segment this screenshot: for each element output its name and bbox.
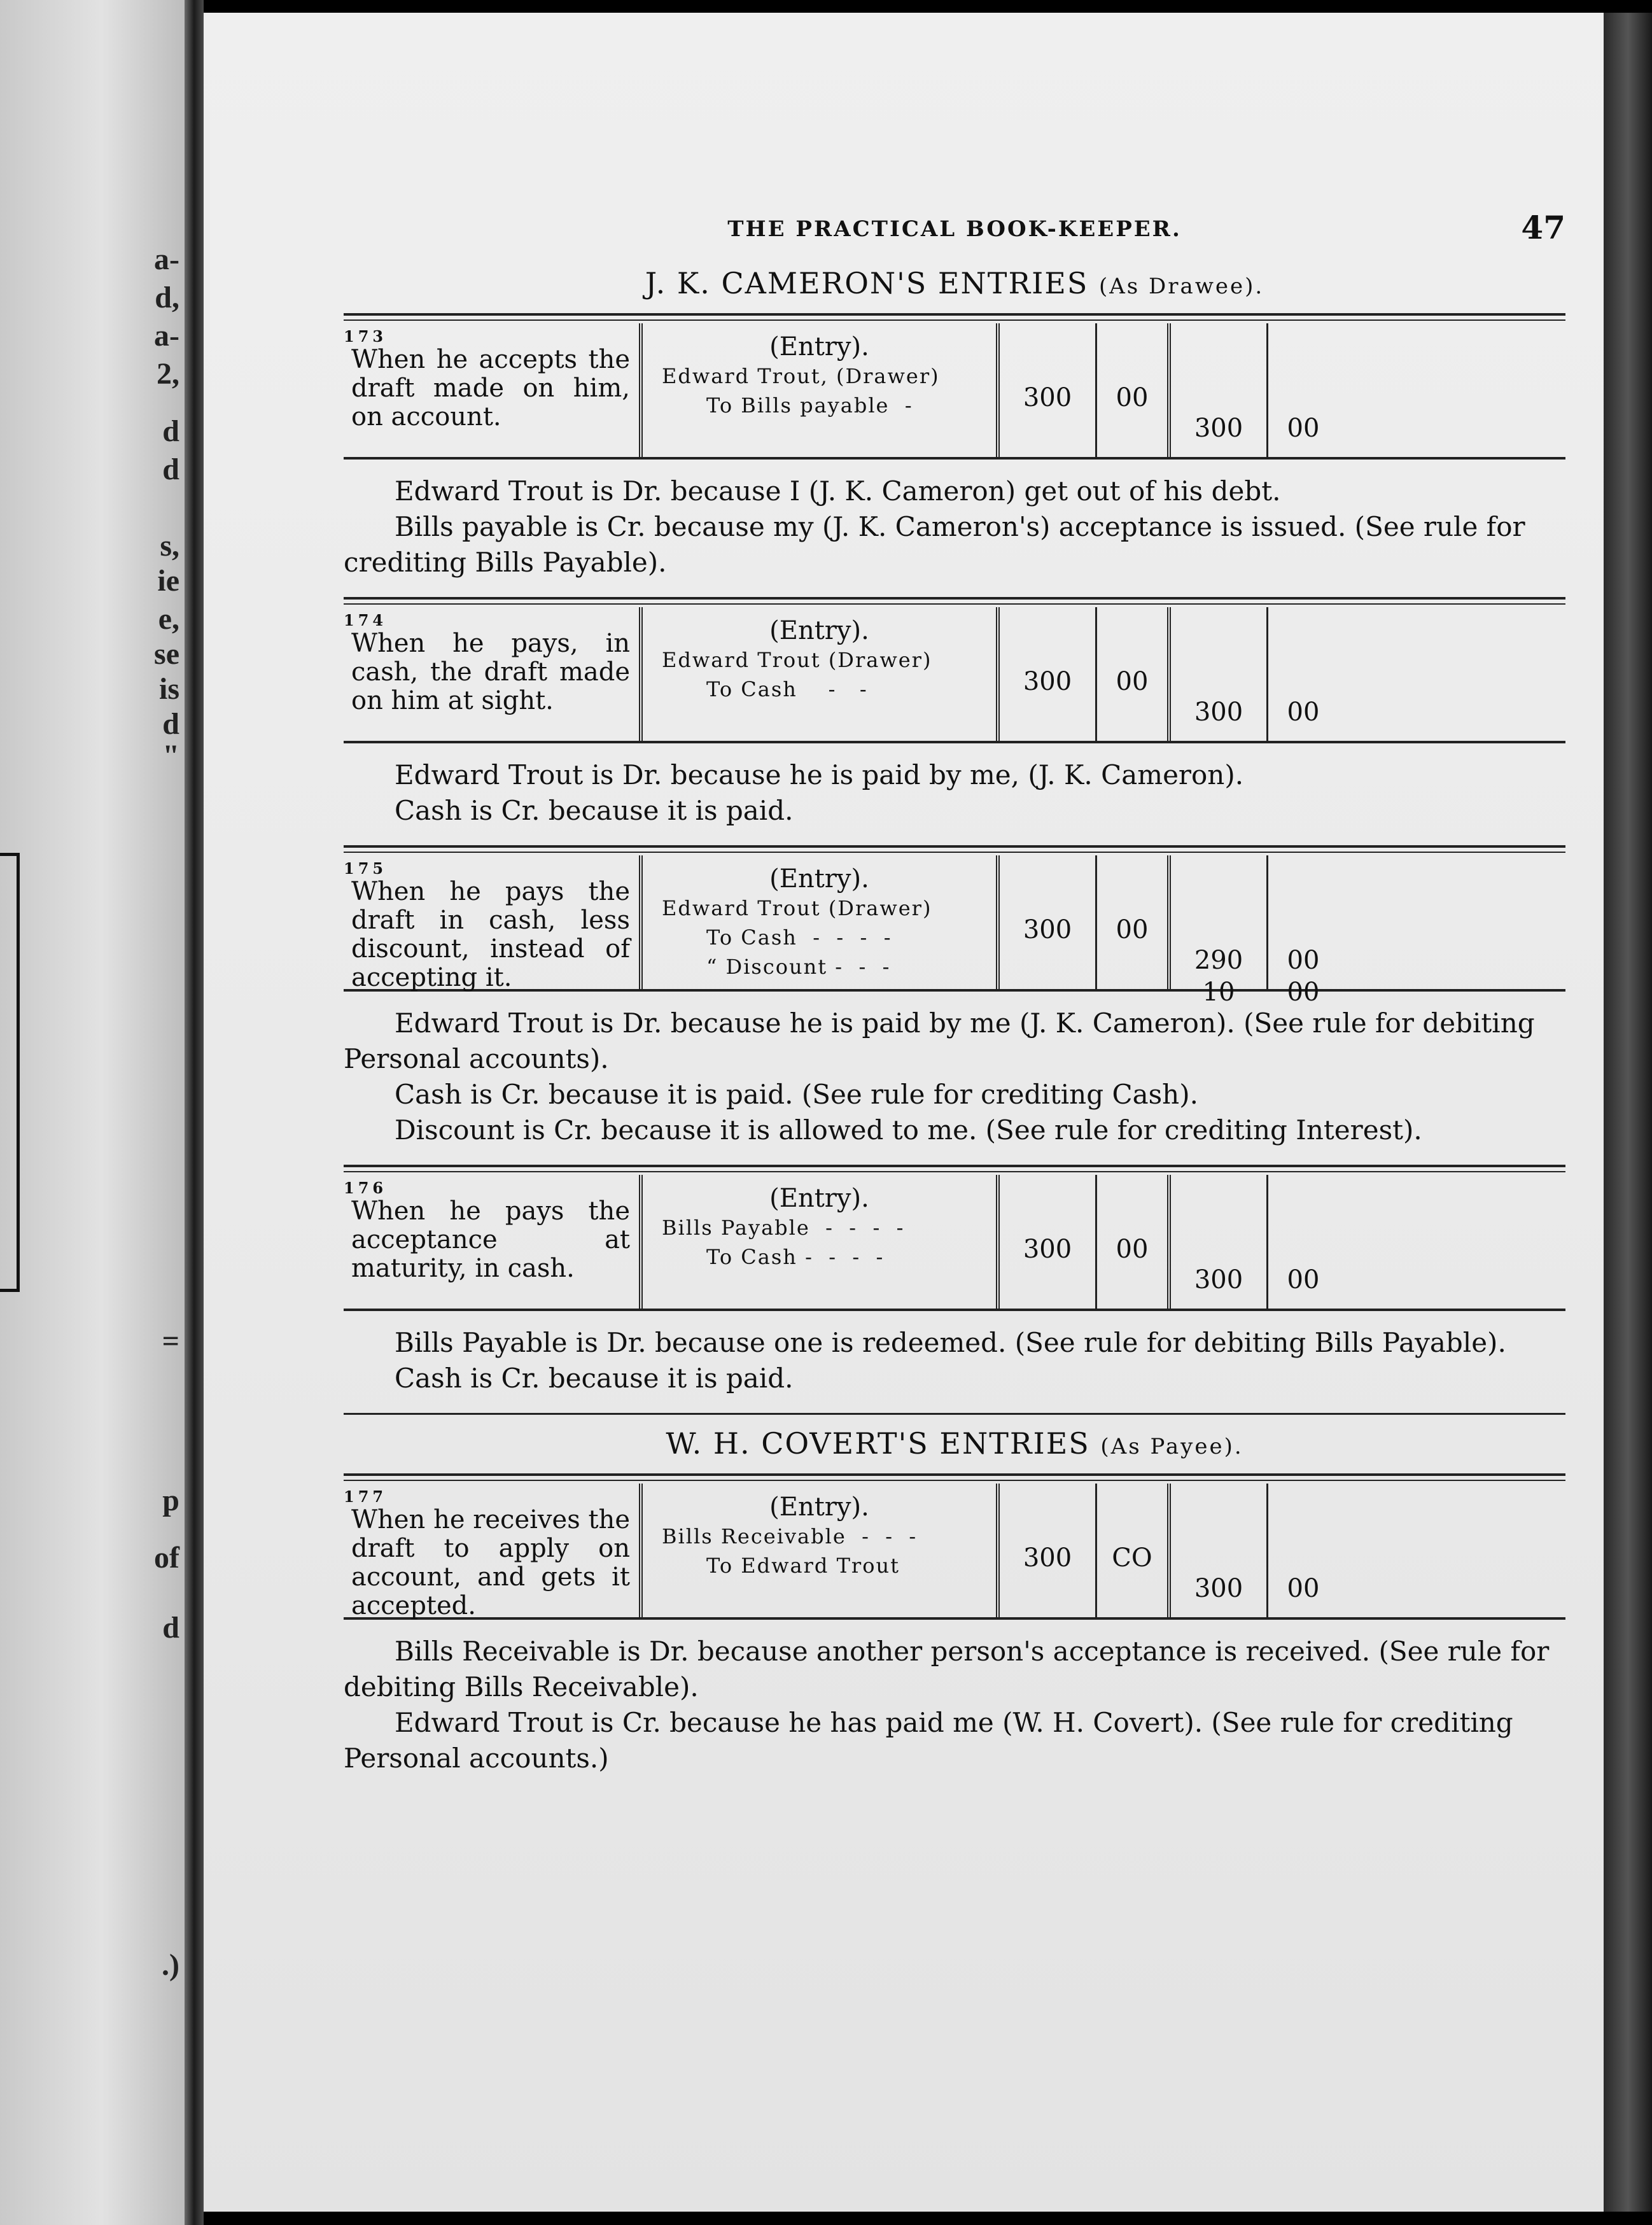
book-spine [185,0,204,2225]
margin-fragment: s, [160,529,179,563]
credit-amount-column [1171,1484,1338,1617]
margin-fragment: e, [158,602,179,636]
credit-cents [1268,607,1338,728]
margin-fragment: a- [154,242,179,276]
explanation-paragraph: Edward Trout is Dr. because he is paid by me, (J. K. Cameron). [395,759,1244,790]
account-line: Edward Trout (Drawer) [662,648,932,672]
debit-cents-cell [1097,323,1167,457]
credit-dollars-cell [1171,607,1268,741]
credit-dollar-value: 300 [1194,1574,1243,1603]
margin-fragment: " [162,739,179,773]
credit-dollar-value: 290 [1194,946,1243,975]
entry-accounts-cell [643,1484,1000,1617]
entry-explanation [344,474,1565,580]
section-heading [344,266,1565,300]
explanation-paragraph: Edward Trout is Cr. because he has paid me (W. H. Covert). (See rule for crediting Personal accounts.) [344,1707,1513,1774]
credit-dollars [1171,1484,1266,1604]
page-content [344,204,1565,1793]
entry-description: When he accepts the draft made on him, on account. [351,345,630,432]
debit-amount-column [1000,1484,1171,1617]
section-heading-main: W. H. COVERT'S ENTRIES [666,1426,1090,1461]
debit-dollar-value: 300 [1023,1543,1072,1573]
entry-explanation [344,1634,1565,1776]
margin-fragment: d, [155,281,179,314]
section-heading-main: J. K. CAMERON'S ENTRIES [645,266,1089,300]
credit-dollar-value: 300 [1194,1265,1243,1295]
account-line: To Cash - - - - [706,925,892,950]
account-line: Bills Receivable - - - [662,1524,918,1548]
entry-description: When he pays the draft in cash, less discount, instead of accepting it. [351,877,630,992]
margin-fragment: of [154,1541,179,1575]
debit-dollars-cell [1000,323,1097,457]
entry-description: When he pays the acceptance at maturity, in cash. [351,1197,630,1283]
credit-cents [1268,323,1338,444]
account-line: Edward Trout, (Drawer) [662,364,940,388]
debit-cents-cell [1097,855,1167,989]
entry-description-cell [344,1484,643,1620]
explanation-paragraph: Discount is Cr. because it is allowed to me. (See rule for crediting Interest). [395,1114,1422,1146]
entry-description: When he pays, in cash, the draft made on him at sight. [351,629,630,715]
entry-explanation [344,1006,1565,1148]
debit-amount-column [1000,855,1171,989]
account-line: Bills Payable - - - - [662,1216,905,1240]
page-number: 47 [1521,209,1565,246]
debit-cent-value: 00 [1116,667,1149,696]
credit-amount-column [1171,1175,1338,1309]
debit-cent-value: 00 [1116,1235,1149,1264]
debit-dollar-value: 300 [1023,383,1072,412]
credit-dollars [1171,607,1266,728]
journal-entry [344,323,1565,460]
debit-cents-cell [1097,1484,1167,1617]
credit-cents-cell [1268,323,1338,457]
account-line: To Bills payable - [706,393,913,418]
credit-cent-value: 00 [1287,414,1320,443]
debit-amount-column [1000,1175,1171,1309]
entry-top-rule [344,313,1565,321]
debit-dollar-value: 300 [1023,915,1072,944]
credit-cents-cell [1268,855,1338,1007]
margin-fragment: ie [157,564,179,598]
credit-cent-value: 00 [1287,1574,1320,1603]
credit-dollars-cell [1171,855,1268,1007]
entry-description-cell [344,1175,643,1309]
margin-fragment: = [162,1324,179,1358]
credit-dollars-cell [1171,323,1268,457]
debit-dollars-cell [1000,1484,1097,1617]
debit-cents [1097,1175,1167,1265]
section-heading [344,1426,1565,1461]
entry-description: When he receives the draft to apply on account, and gets it accepted. [351,1505,630,1620]
debit-cents-cell [1097,1175,1167,1309]
debit-dollar-value: 300 [1023,1235,1072,1264]
journal-entry [344,1484,1565,1620]
debit-dollars [1000,607,1095,698]
credit-dollars [1171,1175,1266,1296]
entry-label: (Entry). [769,616,869,645]
credit-cents [1268,855,1338,1008]
credit-dollar-value: 300 [1194,414,1243,443]
explanation-paragraph: Cash is Cr. because it is paid. [395,795,794,826]
entry-top-rule [344,845,1565,853]
credit-dollar-value: 10 [1202,978,1235,1007]
debit-dollars [1000,855,1095,946]
credit-cents [1268,1175,1338,1296]
book-page [204,13,1604,2212]
account-line: “ Discount - - - [706,955,891,979]
margin-fragment: .) [162,1948,179,1982]
credit-cents [1268,1484,1338,1604]
account-line: To Cash - - - - [706,1245,885,1269]
margin-fragment: se [154,637,179,671]
margin-fragment: p [162,1484,179,1517]
margin-fragment: d [162,707,179,741]
sections [344,266,1565,1776]
entry-accounts-cell [643,607,1000,741]
entry-number: 177 [344,1487,388,1506]
section-divider [344,1413,1565,1415]
credit-cent-value: 00 [1287,698,1320,727]
explanation-paragraph: Cash is Cr. because it is paid. (See rule for crediting Cash). [395,1079,1198,1110]
explanation-paragraph: Bills Payable is Dr. because one is redeemed. (See rule for debiting Bills Payable). [395,1327,1506,1358]
margin-fragment: d [162,1611,179,1645]
ledger-section [344,266,1565,1396]
entry-number: 174 [344,611,388,629]
entry-description-cell [344,323,643,457]
account-line: To Edward Trout [706,1554,900,1578]
credit-cents-cell [1268,607,1338,741]
entry-label: (Entry). [769,864,869,894]
debit-dollars-cell [1000,855,1097,989]
entry-label: (Entry). [769,1184,869,1213]
explanation-paragraph: Cash is Cr. because it is paid. [395,1363,794,1394]
credit-amount-column [1171,323,1338,457]
running-title: THE PRACTICAL BOOK-KEEPER. [727,216,1182,242]
credit-amount-column [1171,855,1338,1007]
credit-cent-value: 00 [1287,946,1320,975]
credit-dollar-value: 300 [1194,698,1243,727]
explanation-paragraph: Edward Trout is Dr. because he is paid by me (J. K. Cameron). (See rule for debiting Personal accounts). [344,1007,1535,1074]
facing-page [0,0,185,2225]
credit-cent-value: 00 [1287,1265,1320,1295]
explanation-paragraph: Bills Receivable is Dr. because another person's acceptance is received. (See rule for debiting Bills Receivable). [344,1636,1550,1702]
entry-accounts-cell [643,323,1000,457]
debit-cents-cell [1097,607,1167,741]
running-header [344,204,1565,255]
margin-fragment: 2, [157,357,179,391]
credit-amount-column [1171,607,1338,741]
debit-dollar-value: 300 [1023,667,1072,696]
account-line: To Cash - - [706,677,868,701]
credit-dollars-cell [1171,1484,1268,1617]
explanation-paragraph: Bills payable is Cr. because my (J. K. Cameron's) acceptance is issued. (See rule for crediting Bills Payable). [344,511,1525,578]
ledger-section [344,1413,1565,1776]
credit-dollars-cell [1171,1175,1268,1309]
entry-top-rule [344,1165,1565,1172]
debit-cent-value: 00 [1116,915,1149,944]
entry-number: 173 [344,327,388,346]
facing-page-box [0,853,20,1292]
debit-cent-value: 00 [1116,383,1149,412]
entry-top-rule [344,597,1565,605]
credit-dollars [1171,323,1266,444]
credit-cent-value: 00 [1287,978,1320,1007]
debit-dollars [1000,1175,1095,1265]
credit-dollars [1171,855,1266,1008]
margin-fragment: is [158,672,179,706]
debit-cents [1097,855,1167,946]
debit-cents [1097,607,1167,698]
entry-number: 176 [344,1179,388,1197]
entry-explanation [344,1325,1565,1396]
debit-dollars-cell [1000,607,1097,741]
account-line: Edward Trout (Drawer) [662,896,932,920]
journal-entry [344,855,1565,1007]
debit-dollars [1000,323,1095,414]
journal-entry [344,1175,1565,1311]
entry-description-cell [344,855,643,992]
debit-cents [1097,323,1167,414]
section-heading-aside: (As Payee). [1100,1434,1243,1459]
debit-dollars-cell [1000,1175,1097,1309]
entry-label: (Entry). [769,332,869,361]
margin-fragment: a- [154,319,179,353]
entry-accounts-cell [643,855,1000,989]
entry-number: 175 [344,859,388,878]
entry-explanation [344,757,1565,829]
entry-accounts-cell [643,1175,1000,1309]
debit-cent-value: CO [1112,1543,1152,1573]
margin-fragment: d [162,414,179,448]
page-edge [1604,13,1652,2212]
entry-top-rule [344,1473,1565,1481]
debit-dollars [1000,1484,1095,1574]
entry-description-cell [344,607,643,741]
entry-label: (Entry). [769,1492,869,1522]
credit-cents-cell [1268,1175,1338,1309]
credit-cents-cell [1268,1484,1338,1617]
debit-amount-column [1000,607,1171,741]
margin-fragment: d [162,453,179,486]
journal-entry [344,607,1565,743]
debit-amount-column [1000,323,1171,457]
explanation-paragraph: Edward Trout is Dr. because I (J. K. Cameron) get out of his debt. [395,475,1281,507]
section-heading-aside: (As Drawee). [1098,274,1264,299]
debit-cents [1097,1484,1167,1574]
